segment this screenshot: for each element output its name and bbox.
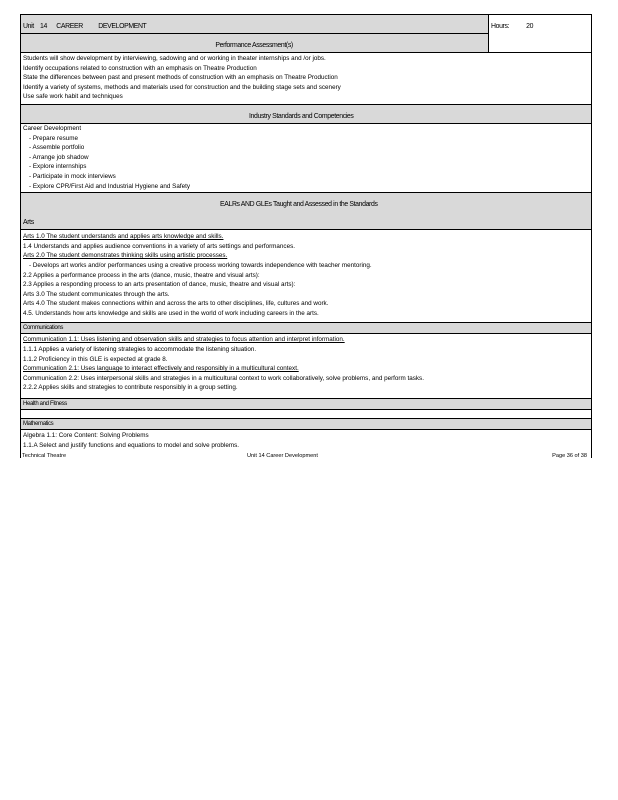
industry-item: - Explore CPR/First Aid and Industrial Hygiene and Safety — [29, 182, 190, 190]
unit-document — [20, 14, 591, 458]
industry-item: - Assemble portfolio — [29, 144, 85, 152]
industry-cell — [21, 123, 592, 192]
hours-label: Hours: — [491, 21, 510, 30]
ealrs-heading-cell — [21, 193, 592, 230]
ealrs-heading: EALRs AND GLEs Taught and Assessed in the Standards — [220, 199, 378, 209]
arts-standard-line: Arts 1.0 The student understands and applies arts knowledge and skills. — [23, 233, 224, 241]
communications-heading-row — [21, 323, 592, 334]
industry-item: - Prepare resume — [29, 134, 78, 142]
arts-standard-line: - Develops art works and/or performances using a creative process working towards independence with teacher mentoring. — [29, 261, 372, 269]
communications-label: Communications — [23, 324, 64, 332]
industry-row — [21, 123, 592, 192]
math-standard-line: Algebra 1.1: Core Content: Solving Problems — [23, 432, 149, 440]
unit-table — [20, 14, 592, 458]
health-cell — [21, 410, 592, 419]
unit-title-part-2: DEVELOPMENT — [98, 21, 147, 30]
footer-page-number: Page 36 of 38 — [552, 453, 587, 459]
performance-heading-cell — [21, 34, 489, 53]
communication-standard-line: Communication 2.1: Uses language to interact effectively and responsibly in a multicultural context. — [23, 365, 299, 373]
arts-standard-line: 4.5. Understands how arts knowledge and skills are used in the world of work including careers in the arts. — [23, 309, 319, 317]
communication-standard-line: Communication 1.1: Uses listening and observation skills and strategies to focus attention and interpret information. — [23, 336, 345, 344]
unit-title-cell — [21, 15, 489, 34]
math-heading-cell — [21, 419, 592, 430]
performance-line: Identify a variety of systems, methods and materials used for construction and the building stage sets and scenery — [23, 83, 341, 91]
math-heading-row — [21, 419, 592, 430]
industry-item: - Explore internships — [29, 163, 87, 171]
arts-standard-line: 2.2 Applies a performance process in the arts (dance, music, theatre and visual arts): — [23, 271, 260, 279]
math-label: Mathematics — [23, 420, 54, 428]
communications-cell — [21, 334, 592, 399]
performance-heading: Performance Assessment(s) — [215, 40, 294, 49]
industry-item: - Arrange job shadow — [29, 153, 89, 161]
arts-standard-line: 2.3 Applies a responding process to an arts presentation of dance, music, theatre and visual arts): — [23, 281, 296, 289]
performance-line: Students will show development by interviewing, sadowing and or working in theater internships and /or jobs. — [23, 55, 326, 62]
performance-row — [21, 53, 592, 105]
performance-cell — [21, 53, 592, 105]
unit-label: Unit — [23, 21, 34, 30]
footer-course: Technical Theatre — [22, 453, 67, 459]
industry-title: Career Development — [23, 124, 82, 132]
health-heading-cell — [21, 399, 592, 410]
health-row — [21, 410, 592, 419]
arts-label: Arts — [23, 217, 34, 227]
communication-standard-line: 1.1.2 Proficiency in this GLE is expected at grade 8. — [23, 355, 168, 363]
arts-standard-line: Arts 2.0 The student demonstrates thinking skills using artistic processes. — [23, 252, 228, 260]
unit-title-part-1: CAREER — [56, 21, 83, 30]
arts-standard-line: 1.4 Understands and applies audience conventions in a variety of arts settings and performances. — [23, 242, 295, 250]
communication-standard-line: Communication 2.2: Uses interpersonal skills and strategies in a multicultural context to work collaboratively, solve problems, and perform tasks. — [23, 374, 424, 382]
arts-row — [21, 230, 592, 323]
communications-heading-cell — [21, 323, 592, 334]
footer-unit: Unit 14 Career Development — [247, 453, 318, 459]
ealrs-heading-row — [21, 193, 592, 230]
health-label: Health and Fitness — [23, 400, 67, 408]
arts-standard-line: Arts 3.0 The student communicates through the arts. — [23, 290, 170, 298]
performance-line: Identify occupations related to construction with an emphasis on Theatre Production — [23, 64, 257, 72]
performance-line: State the differences between past and present methods of construction with an emphasis on Theatre Production — [23, 74, 338, 82]
unit-number: 14 — [40, 21, 47, 30]
industry-heading-cell — [21, 104, 592, 123]
arts-standard-line: Arts 4.0 The student makes connections within and across the arts to other disciplines, life, cultures and work. — [23, 300, 329, 308]
industry-heading: Industry Standards and Competencies — [249, 110, 354, 120]
communication-standard-line: 1.1.1 Applies a variety of listening strategies to accommodate the listening situation. — [23, 346, 257, 354]
math-standard-line: 1.1.A Select and justify functions and equations to model and solve problems. — [23, 441, 239, 449]
hours-value: 20 — [526, 21, 534, 30]
industry-heading-row — [21, 104, 592, 123]
communications-row — [21, 334, 592, 399]
industry-item: - Participate in mock interviews — [29, 172, 116, 180]
health-heading-row — [21, 399, 592, 410]
hours-cell — [489, 15, 592, 53]
performance-line: Use safe work habit and techniques — [23, 93, 123, 101]
arts-cell — [21, 230, 592, 323]
communication-standard-line: 2.2.2 Applies skills and strategies to contribute responsibly in a group setting. — [23, 384, 238, 392]
unit-header-row — [21, 15, 592, 34]
